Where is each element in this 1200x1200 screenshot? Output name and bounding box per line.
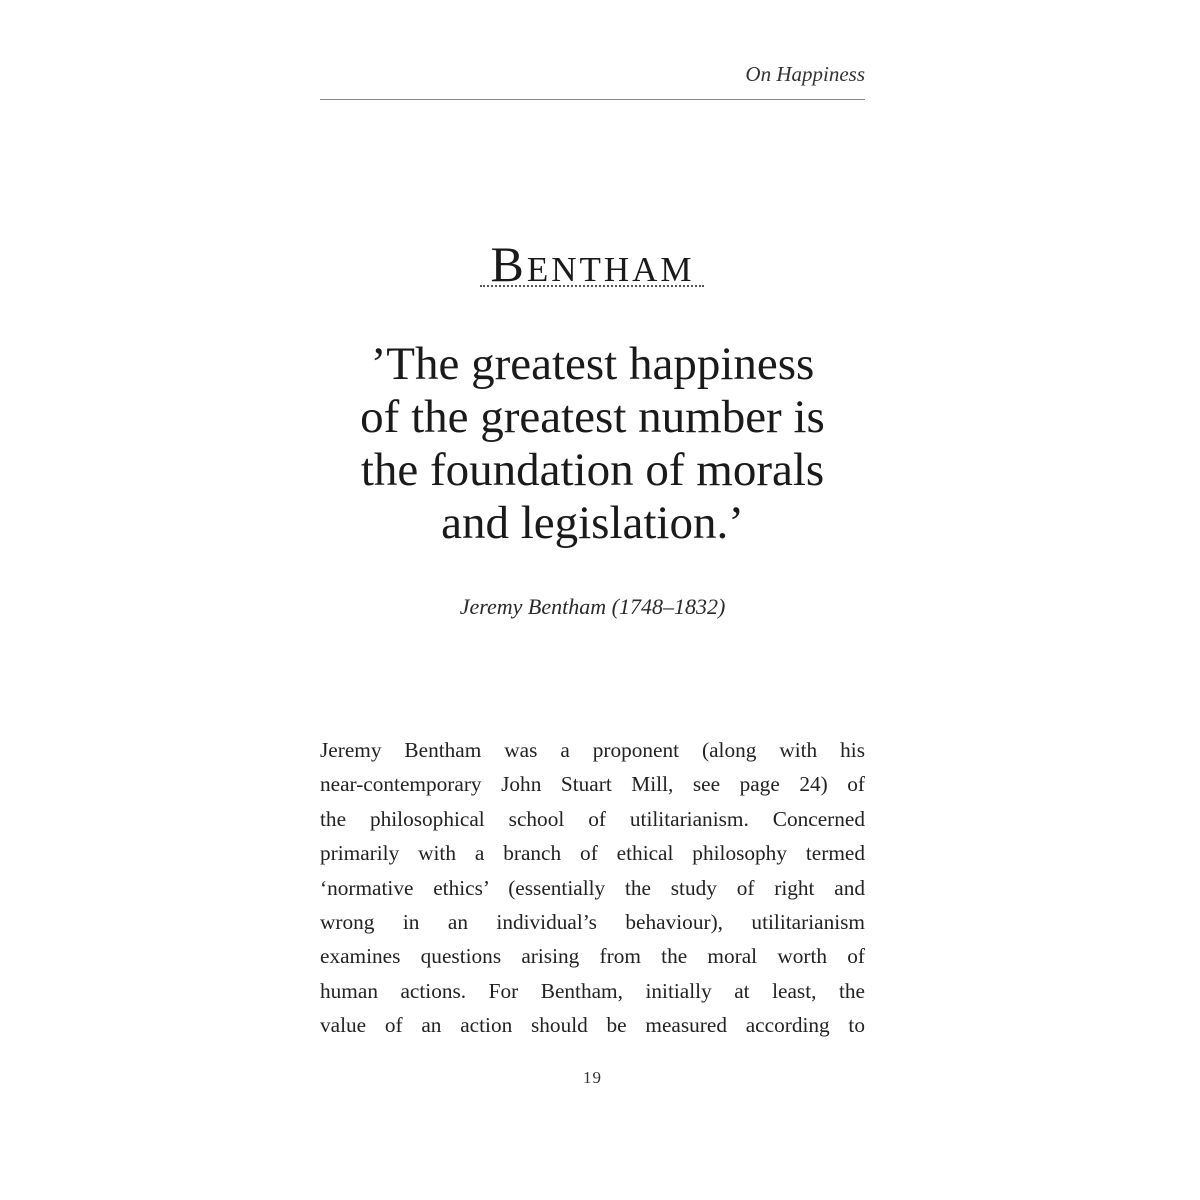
quote-line: the foundation of morals (360, 444, 825, 496)
chapter-title: Bentham (490, 236, 695, 292)
epigraph-quote (300, 338, 885, 550)
page-number: 19 (583, 1068, 602, 1087)
title-dotted-rule (480, 285, 704, 287)
body-line: the philosophical school of utilitarianism. Concerned (320, 806, 865, 831)
quote-line: of the greatest number is (360, 391, 825, 443)
running-header: On Happiness (745, 62, 865, 86)
body-paragraph (320, 733, 865, 1043)
quote-line: ’The greatest happiness (370, 338, 815, 390)
quote-attribution: Jeremy Bentham (1748–1832) (459, 594, 726, 619)
body-line: human actions. For Bentham, initially at least, the (320, 978, 865, 1003)
body-line: near-contemporary John Stuart Mill, see page 24) of (320, 772, 865, 797)
quote-line: and legislation.’ (441, 497, 744, 549)
body-line: primarily with a branch of ethical philosophy termed (320, 841, 865, 866)
body-line: wrong in an individual’s behaviour), utilitarianism (320, 910, 865, 935)
body-line: value of an action should be measured according to (320, 1013, 865, 1038)
header-rule (320, 99, 865, 100)
body-line: Jeremy Bentham was a proponent (along with his (320, 738, 865, 762)
body-line: ‘normative ethics’ (essentially the study of right and (320, 875, 865, 900)
body-line: examines questions arising from the moral worth of (320, 944, 865, 969)
